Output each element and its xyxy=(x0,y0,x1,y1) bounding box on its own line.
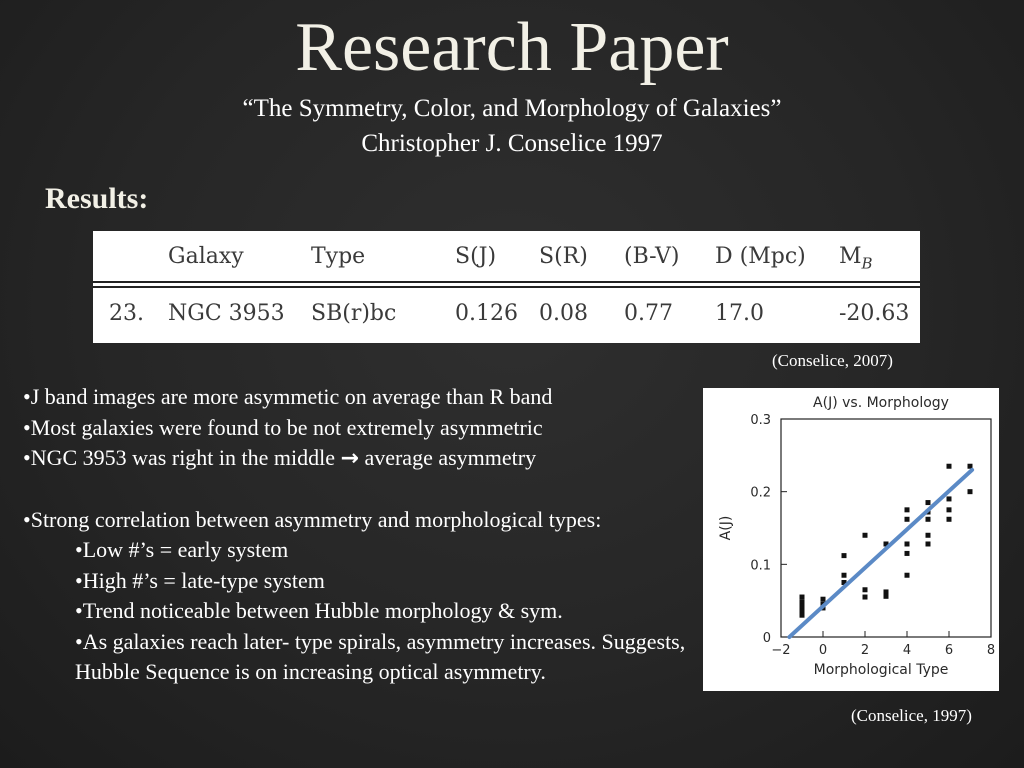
sub-bullet-1: •Low #’s = early system xyxy=(75,537,289,562)
data-point xyxy=(800,608,805,613)
header-sr: S(R) xyxy=(539,244,588,269)
bullet-4: •Strong correlation between asymmetry and morphological types: xyxy=(23,506,602,532)
bullet-3 xyxy=(23,443,693,475)
data-point xyxy=(800,595,805,600)
data-point xyxy=(800,613,805,618)
y-axis-label: A(J) xyxy=(718,515,734,541)
table-caption: (Conselice, 2007) xyxy=(772,351,893,370)
data-point xyxy=(947,517,952,522)
header-mb-sub: B xyxy=(861,254,873,273)
author-line: Christopher J. Conselice 1997 xyxy=(361,130,663,157)
bullet-3-tail: average asymmetry xyxy=(364,445,537,470)
x-tick-label: 8 xyxy=(986,643,996,658)
data-point xyxy=(947,464,952,469)
row-index: 23. xyxy=(109,301,144,326)
data-point xyxy=(821,597,826,602)
bullet-2: •Most galaxies were found to be not extremely asymmetric xyxy=(23,414,543,440)
row-bv: 0.77 xyxy=(624,301,673,326)
row-mb: -20.63 xyxy=(839,301,910,326)
header-galaxy: Galaxy xyxy=(168,244,244,269)
results-heading: Results: xyxy=(45,182,149,215)
bullet-3-text: •NGC 3953 was right in the middle xyxy=(23,445,336,470)
header-distance: D (Mpc) xyxy=(715,244,806,269)
slide-title: Research Paper xyxy=(295,9,729,86)
header-type: Type xyxy=(311,244,366,269)
sub-bullet-2: •High #’s = late-type system xyxy=(75,567,325,593)
sub-bullet-3: •Trend noticeable between Hubble morphology & sym. xyxy=(75,598,563,623)
data-point xyxy=(926,500,931,505)
header-bv: (B-V) xyxy=(624,244,680,269)
trend-line xyxy=(789,470,972,637)
data-point xyxy=(863,533,868,538)
bullet-1: •J band images are more asymmetic on average than R band xyxy=(23,384,553,409)
sub-bullet-4: •As galaxies reach later- type spirals, asymmetry increases. Suggests, Hubble Sequence is on increasing optical asymmetry. xyxy=(75,628,686,684)
figure-caption: (Conselice, 1997) xyxy=(851,706,972,725)
y-tick-label: 0 xyxy=(762,631,771,646)
header-mb-m: M xyxy=(839,244,862,269)
row-galaxy: NGC 3953 xyxy=(168,301,285,326)
table-rule-bottom xyxy=(93,286,920,288)
data-point xyxy=(905,551,910,556)
data-point xyxy=(905,507,910,512)
data-point xyxy=(842,553,847,558)
data-point xyxy=(800,604,805,609)
arrow-right-icon: → xyxy=(340,446,359,471)
data-point xyxy=(884,589,889,594)
paper-title: “The Symmetry, Color, and Morphology of Galaxies” xyxy=(242,95,782,122)
plot-frame xyxy=(781,419,991,637)
header-mb xyxy=(839,244,873,272)
data-point xyxy=(863,587,868,592)
data-point xyxy=(863,595,868,600)
x-axis-label: Morphological Type xyxy=(813,662,949,678)
scatter-plot xyxy=(703,388,999,691)
y-tick-label: 0.2 xyxy=(750,485,771,501)
table-rule-top xyxy=(93,281,920,283)
x-tick-label: −2 xyxy=(771,643,791,658)
data-point xyxy=(947,507,952,512)
data-point xyxy=(968,489,973,494)
chart-title: A(J) vs. Morphology xyxy=(813,395,949,411)
row-sr: 0.08 xyxy=(539,301,588,326)
data-point xyxy=(884,594,889,599)
data-point xyxy=(926,533,931,538)
bullet-list xyxy=(23,382,693,688)
data-point xyxy=(926,517,931,522)
data-point xyxy=(947,496,952,501)
x-tick-label: 6 xyxy=(944,643,954,658)
row-sj: 0.126 xyxy=(455,301,518,326)
data-point xyxy=(905,573,910,578)
data-point xyxy=(905,517,910,522)
header-sj: S(J) xyxy=(455,244,497,269)
data-point xyxy=(905,541,910,546)
y-tick-label: 0.1 xyxy=(750,558,771,574)
data-point xyxy=(926,541,931,546)
x-tick-label: 0 xyxy=(818,643,828,658)
results-table xyxy=(93,231,920,343)
y-tick-label: 0.3 xyxy=(750,413,771,428)
x-tick-label: 4 xyxy=(902,643,912,658)
data-point xyxy=(800,600,805,605)
row-distance: 17.0 xyxy=(715,301,764,326)
scatter-plot-svg xyxy=(703,388,999,691)
row-type: SB(r)bc xyxy=(311,301,397,326)
data-point xyxy=(842,573,847,578)
x-tick-label: 2 xyxy=(860,643,870,658)
